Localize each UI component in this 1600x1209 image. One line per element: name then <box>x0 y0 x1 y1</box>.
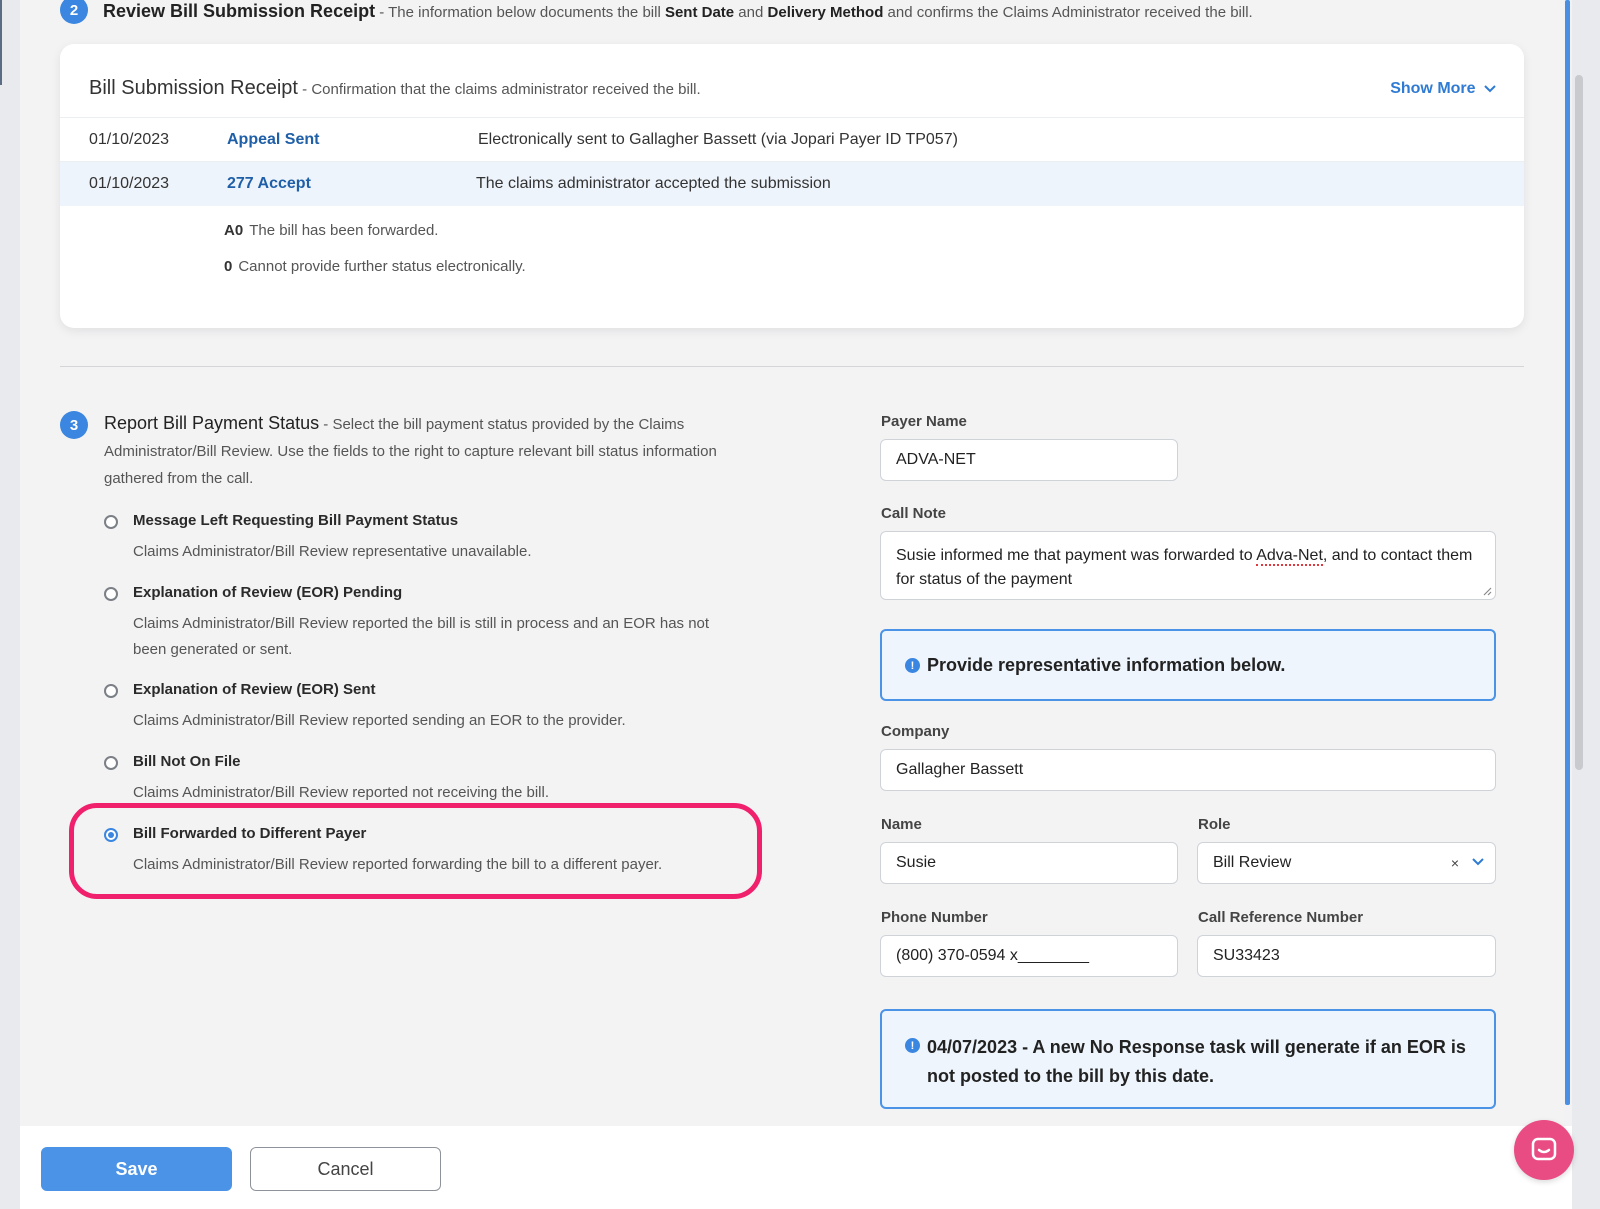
status-option-label[interactable]: Bill Not On File <box>133 753 241 770</box>
close-icon[interactable]: × <box>1450 855 1459 871</box>
status-option-label[interactable]: Bill Forwarded to Different Payer <box>133 825 367 842</box>
step-2-desc-e: and confirms the Claims Administrator received the bill. <box>883 4 1253 21</box>
receipt-header <box>89 77 701 100</box>
status-code-text: Cannot provide further status electronically. <box>238 258 526 275</box>
radio-button[interactable] <box>104 587 118 601</box>
phone-number-input[interactable] <box>880 935 1178 977</box>
receipt-row-desc: The claims administrator accepted the submission <box>476 175 831 192</box>
call-note-text-c: , and to contact them for status of the payment <box>896 547 1473 588</box>
status-option-desc: Claims Administrator/Bill Review reported the bill is still in process and an EOR has not been generated or sent. <box>133 615 710 658</box>
page-scrollbar[interactable] <box>1575 75 1583 770</box>
name-input[interactable] <box>880 842 1178 884</box>
chat-icon <box>1530 1136 1558 1164</box>
role-select[interactable] <box>1197 842 1496 884</box>
chat-launcher-button[interactable] <box>1514 1120 1574 1180</box>
call-note-text-b: Adva-Net <box>1256 547 1323 564</box>
receipt-row-type[interactable]: 277 Accept <box>227 175 311 192</box>
no-response-deadline-notice <box>880 1009 1496 1109</box>
call-reference-label: Call Reference Number <box>1198 909 1364 926</box>
selection-highlight-annotation <box>69 803 762 899</box>
radio-button[interactable] <box>104 684 118 698</box>
phone-number-label: Phone Number <box>881 909 988 926</box>
payer-name-label: Payer Name <box>881 413 967 430</box>
status-option-desc: Claims Administrator/Bill Review reported forwarding the bill to a different payer. <box>133 856 663 873</box>
name-value: Susie <box>896 854 937 871</box>
step-3-desc: - Select the bill payment status provided by the Claims Administrator/Bill Review. Use the fields to the right to capture relevant bill status information gathered from the call. <box>104 416 717 487</box>
bill-submission-receipt-card <box>60 44 1524 328</box>
status-code-text: The bill has been forwarded. <box>249 222 439 239</box>
step-2-badge: 2 <box>60 0 88 24</box>
step-2-desc-c: and <box>734 4 768 21</box>
step-2-desc-d: Delivery Method <box>767 4 884 21</box>
status-code: 0 <box>224 258 233 275</box>
status-option-desc: Claims Administrator/Bill Review reported not receiving the bill. <box>133 784 550 801</box>
receipt-row-date: 01/10/2023 <box>89 175 170 192</box>
cancel-button[interactable]: Cancel <box>250 1147 441 1191</box>
step-2-desc-b: Sent Date <box>664 4 735 21</box>
role-label: Role <box>1198 816 1231 833</box>
radio-button[interactable] <box>104 515 118 529</box>
background-window-edge <box>0 0 2 85</box>
receipt-row <box>60 117 1524 162</box>
chevron-down-icon <box>1484 84 1496 93</box>
role-value: Bill Review <box>1213 854 1292 871</box>
receipt-subtitle: - Confirmation that the claims administrator received the bill. <box>297 81 701 98</box>
company-label: Company <box>881 723 950 740</box>
step-2-title: Review Bill Submission Receipt <box>103 1 376 21</box>
call-note-text-a: Susie informed me that payment was forwarded to <box>896 547 1257 564</box>
save-button[interactable]: Save <box>41 1147 232 1191</box>
receipt-row-date: 01/10/2023 <box>89 131 170 148</box>
status-option-label[interactable]: Explanation of Review (EOR) Sent <box>133 681 376 698</box>
call-note-label: Call Note <box>881 505 947 522</box>
bill-status-modal <box>20 0 1572 1209</box>
status-code: A0 <box>224 222 244 239</box>
step-3-badge: 3 <box>60 411 88 439</box>
company-value: Gallagher Bassett <box>896 761 1024 778</box>
status-code-line <box>224 258 526 275</box>
call-reference-input[interactable] <box>1197 935 1496 977</box>
receipt-row-desc: Electronically sent to Gallagher Bassett (via Jopari Payer ID TP057) <box>478 131 958 148</box>
radio-button[interactable] <box>104 756 118 770</box>
status-option-desc: Claims Administrator/Bill Review reported sending an EOR to the provider. <box>133 712 626 729</box>
payer-name-input[interactable] <box>880 439 1178 481</box>
chevron-down-icon[interactable] <box>1471 857 1485 867</box>
step-2-desc-a: - The information below documents the bill <box>375 4 665 21</box>
resize-grip-icon[interactable] <box>1482 586 1492 596</box>
show-more-toggle[interactable] <box>1390 80 1496 98</box>
call-reference-value: SU33423 <box>1213 947 1280 964</box>
deadline-notice-text: 04/07/2023 - A new No Response task will generate if an EOR is not posted to the bill by this date. <box>927 1037 1466 1086</box>
rep-info-text: Provide representative information below. <box>927 655 1286 675</box>
modal-footer <box>20 1126 1572 1209</box>
rep-info-notice <box>880 629 1496 701</box>
receipt-row <box>60 161 1524 206</box>
name-label: Name <box>881 816 922 833</box>
show-more-label: Show More <box>1390 80 1476 97</box>
modal-scrollbar-track[interactable] <box>1564 0 1572 1209</box>
info-icon: ! <box>905 658 920 673</box>
call-note-textarea[interactable] <box>880 531 1496 600</box>
receipt-row-type[interactable]: Appeal Sent <box>227 131 320 148</box>
status-option-label[interactable]: Explanation of Review (EOR) Pending <box>133 584 403 601</box>
company-input[interactable] <box>880 749 1496 791</box>
step-3-heading <box>104 410 744 492</box>
phone-number-value: (800) 370-0594 x________ <box>896 947 1090 964</box>
info-icon: ! <box>905 1038 920 1053</box>
section-divider <box>60 366 1524 367</box>
status-code-line <box>224 222 438 239</box>
modal-scrollbar-thumb[interactable] <box>1565 0 1570 1105</box>
payer-name-value: ADVA-NET <box>896 451 976 468</box>
status-option-desc: Claims Administrator/Bill Review representative unavailable. <box>133 543 532 560</box>
receipt-title: Bill Submission Receipt <box>89 77 298 99</box>
status-option-label[interactable]: Message Left Requesting Bill Payment Status <box>133 512 459 529</box>
step-3-title: Report Bill Payment Status <box>104 413 320 433</box>
step-2-heading <box>103 1 1253 22</box>
